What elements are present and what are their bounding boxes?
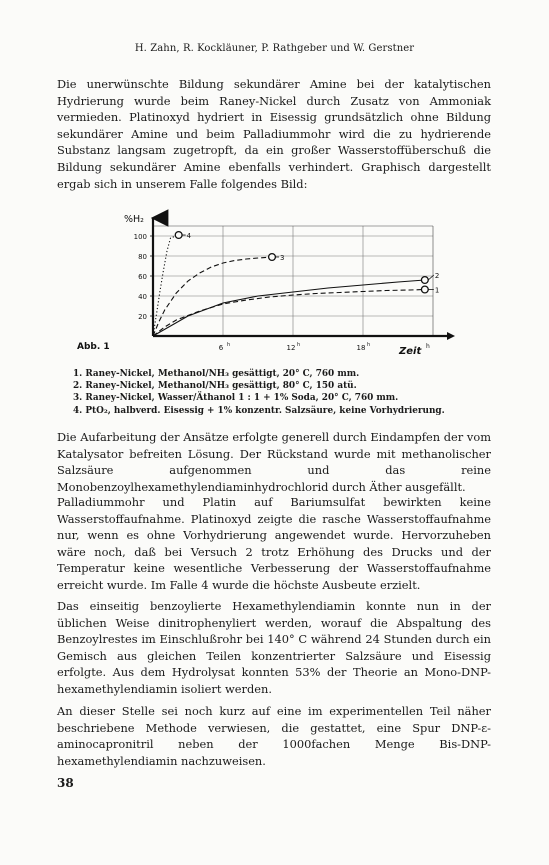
y-tick-label: 20 <box>138 313 147 321</box>
series-label-4: 4 <box>186 232 192 240</box>
legend-item: 3. Raney-Nickel, Wasser/Äthanol 1 : 1 + 1% Soda, 20° C, 760 mm. <box>73 393 399 404</box>
series-end-marker-1 <box>421 286 428 293</box>
legend-item: 1. Raney-Nickel, Methanol/NH₃ gesättigt, 20° C, 760 mm. <box>73 369 360 379</box>
legend-item: 2. Raney-Nickel, Methanol/NH₃ gesättigt, 80° C, 150 atü. <box>73 381 357 392</box>
x-axis-unit-mark: h <box>426 343 430 350</box>
x-tick-label: 18 <box>356 344 366 352</box>
y-tick-label: 100 <box>133 233 147 241</box>
chart-series <box>153 232 428 336</box>
page-number: 38 <box>57 776 74 790</box>
paragraph-1: Die unerwünschte Bildung sekundärer Amine bei der katalytischen Hydrierung wurde beim Raney-Nickel durch Zusatz von Ammoniak vermieden. Platinoxyd hydriert in Eisessig grundsätzlich ohne Bildung sekundärer Amine und beim Palladiummohr wird die zu hydrierende Substanz langsam zugetropft, da ein großer Wasserstoffüberschuß die Bildung sekundärer Amine ebenfalls verhindert. Graphisch dargestellt ergab sich in unserem Falle folgendes Bild: <box>57 77 491 191</box>
x-axis-label: Zeit <box>399 346 422 357</box>
series-end-marker-2 <box>421 277 428 284</box>
running-header: H. Zahn, R. Kockläuner, P. Rathgeber und W. Gerstner <box>134 43 415 54</box>
series-label-2: 2 <box>434 272 440 280</box>
x-tick-label: 12 <box>286 344 296 352</box>
series-line-2 <box>153 280 425 336</box>
figure-caption: Abb. 1 <box>77 342 110 352</box>
figure-legend <box>73 368 493 417</box>
figure-hydrogen-uptake <box>60 206 500 366</box>
chart-grid <box>153 226 433 336</box>
x-tick-unit: h <box>297 342 301 348</box>
y-tick-label: 60 <box>138 273 147 281</box>
x-tick-unit: h <box>227 342 231 348</box>
series-label-1: 1 <box>434 286 440 295</box>
chart-axes <box>150 218 455 340</box>
chart-labels <box>134 232 440 352</box>
legend-item: 4. PtO₂, halbverd. Eisessig + 1% konzentr. Salzsäure, keine Vorhydrierung. <box>73 405 445 416</box>
series-line-1 <box>153 290 425 337</box>
series-end-marker-4 <box>175 232 182 239</box>
series-label-3: 3 <box>280 254 285 262</box>
x-axis-arrow <box>447 332 455 340</box>
paragraph-4: Das einseitig benzoylierte Hexamethylendiamin konnte nun in der üblichen Weise dinitrophenyliert werden, worauf die Abspaltung des Benzoylrestes im Einschlußrohr bei 140° C während 24 Stunden durch ein Gemisch aus gleichen Teilen konzentrierter Salzsäure und Eisessig erfolgte. Aus dem Hydrolysat konnten 53% der Theorie an Mono-DNP-hexamethylendiamin isoliert werden. <box>57 599 491 696</box>
y-axis-label: %H₂ <box>124 214 144 225</box>
x-tick-label: 6 <box>218 344 224 352</box>
x-tick-unit: h <box>367 342 371 348</box>
y-tick-label: 40 <box>138 293 147 301</box>
paragraph-5: An dieser Stelle sei noch kurz auf eine im experimentellen Teil näher beschriebene Methode verwiesen, die gestattet, eine Spur DNP-ε-aminocapronitril neben der 1000fachen Menge Bis-DNP-hexamethylendiamin nachzuweisen. <box>57 704 491 768</box>
series-end-marker-3 <box>269 254 276 261</box>
paragraph-2: Die Aufarbeitung der Ansätze erfolgte generell durch Eindampfen der vom Katalysator befreiten Lösung. Der Rückstand wurde mit methanolischer Salzsäure aufgenommen und das reine Monobenzoylhexamethylendiaminhydrochlorid durch Äther ausgefällt. <box>57 430 491 494</box>
hydrogen-uptake-chart <box>60 206 500 366</box>
paragraph-3: Palladiummohr und Platin auf Bariumsulfat bewirkten keine Wasserstoffaufnahme. Platinoxyd zeigte die rasche Wasserstoffaufnahme nur, wenn es ohne Vorhydrierung angewendet wurde. Hervorzuheben wäre noch, daß bei Versuch 2 trotz Erhöhung des Drucks und der Temperatur keine wesentliche Verbesserung der Wasserstoffaufnahme erreicht wurde. Im Falle 4 wurde die höchste Ausbeute erzielt. <box>57 495 491 592</box>
y-tick-label: 80 <box>138 253 147 261</box>
